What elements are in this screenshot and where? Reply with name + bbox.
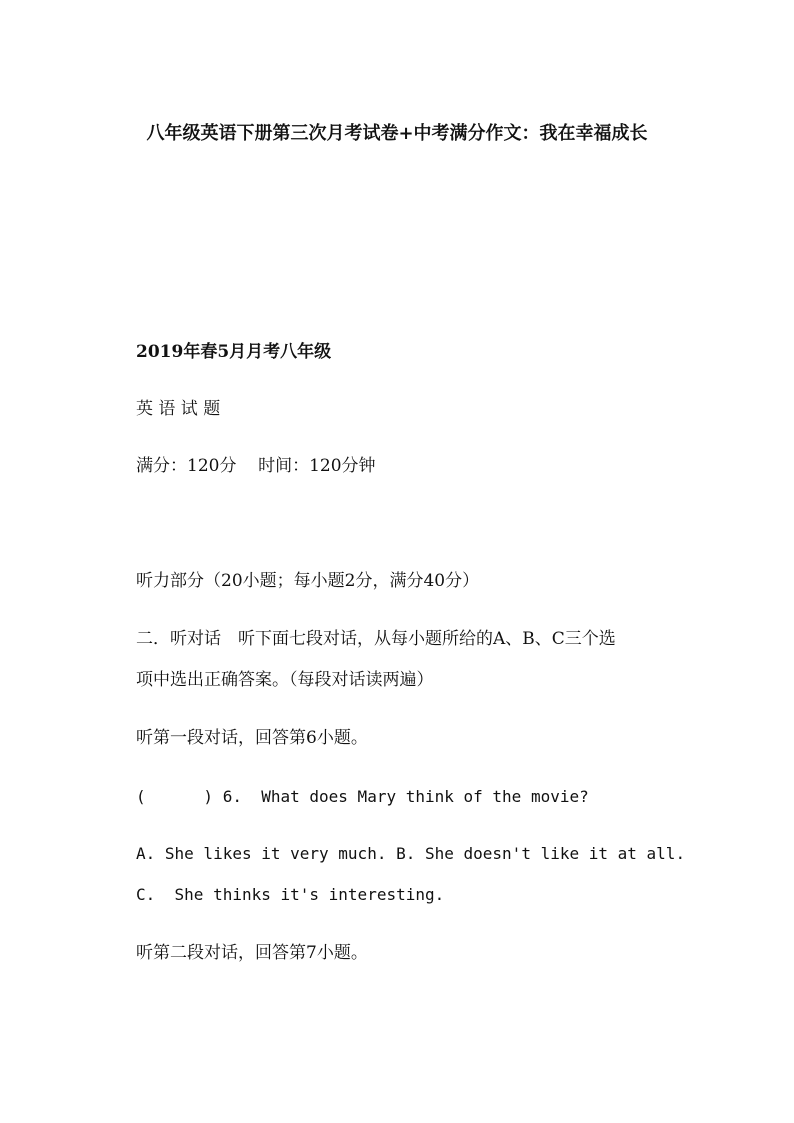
page-title: 八年级英语下册第三次月考试卷+中考满分作文：我在幸福成长 bbox=[146, 123, 648, 144]
part2-instruction-line1: 二．听对话 听下面七段对话，从每小题所给的A、B、C三个选 bbox=[136, 629, 616, 649]
dialogue2-instruction: 听第二段对话，回答第7小题。 bbox=[136, 943, 368, 963]
listening-section-heading: 听力部分（20小题；每小题2分，满分40分） bbox=[136, 571, 480, 591]
dialogue1-instruction: 听第一段对话，回答第6小题。 bbox=[136, 728, 368, 748]
question-6: ( ) 6. What does Mary think of the movie? bbox=[136, 787, 589, 806]
score-time-line: 满分：120分 时间：120分钟 bbox=[136, 456, 376, 476]
question-6-options-ab: A. She likes it very much. B. She doesn't like it at all. bbox=[136, 844, 686, 863]
subject-line: 英 语 试 题 bbox=[136, 399, 221, 419]
question-6-option-c: C. She thinks it's interesting. bbox=[136, 885, 445, 904]
exam-heading: 2019年春5月月考八年级 bbox=[136, 342, 332, 362]
part2-instruction-line2: 项中选出正确答案。（每段对话读两遍） bbox=[136, 670, 434, 690]
